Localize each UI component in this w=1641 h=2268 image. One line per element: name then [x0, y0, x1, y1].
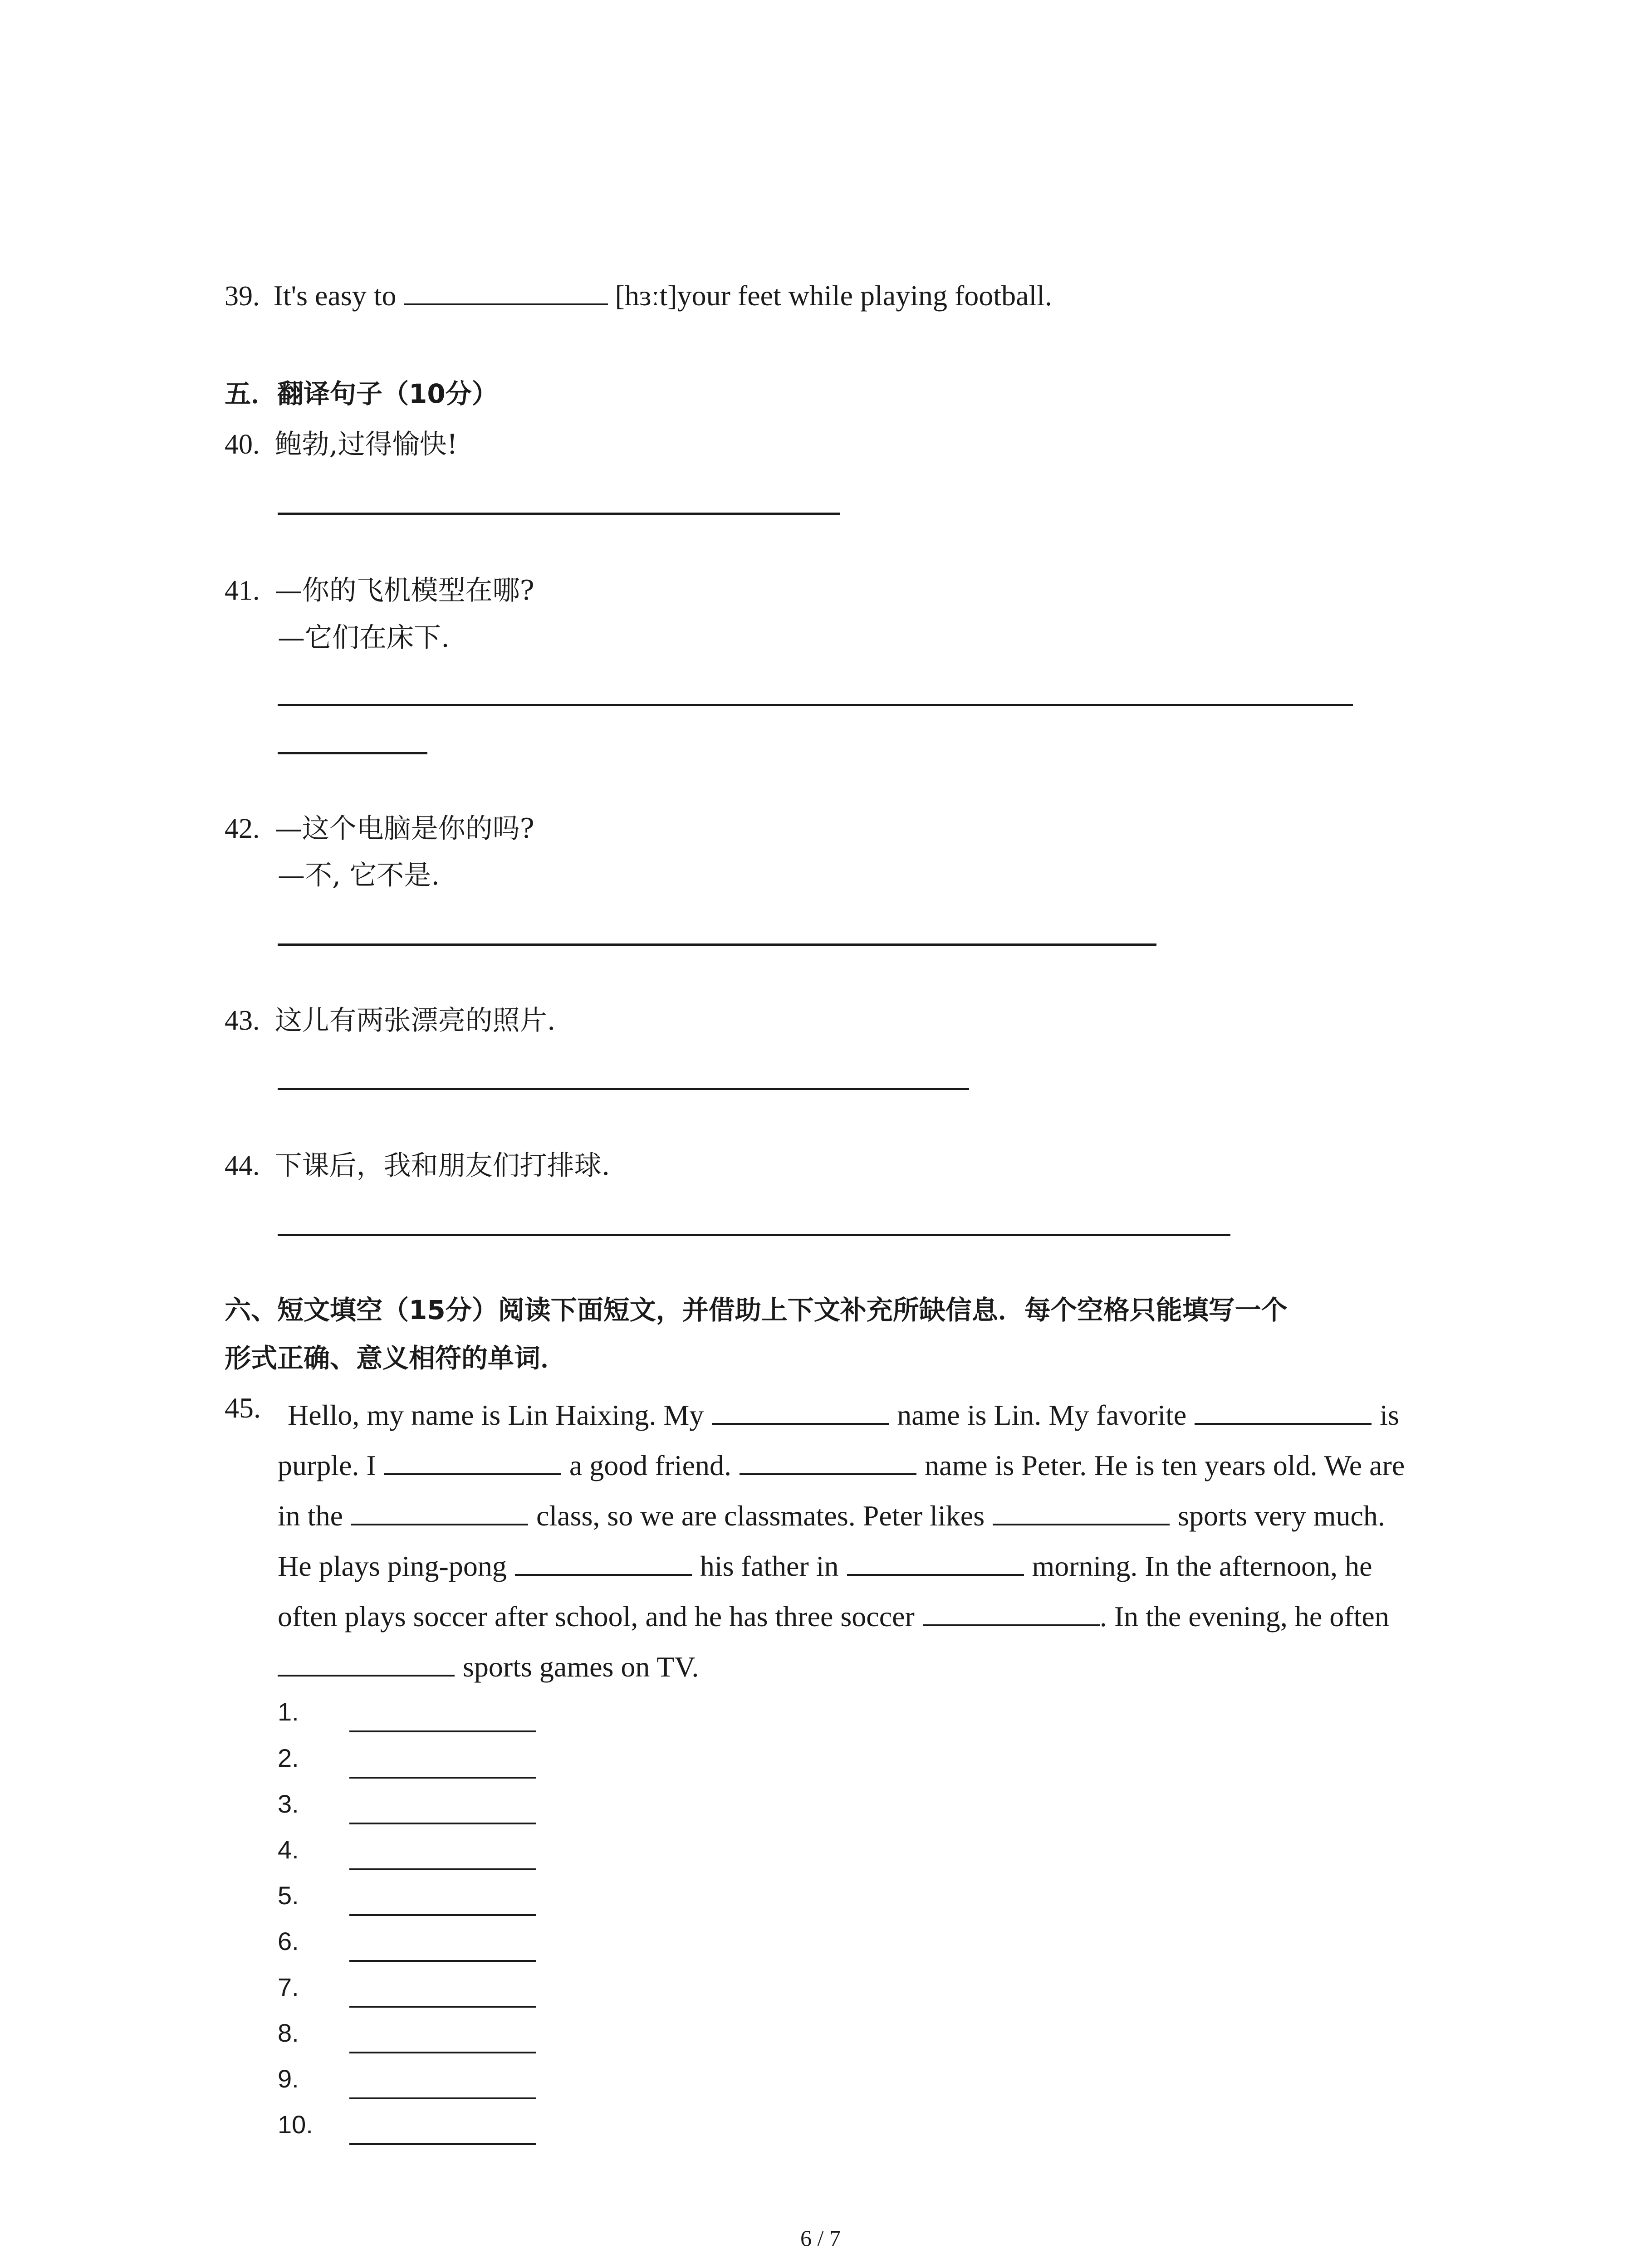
answer-blank[interactable]: [351, 1498, 528, 1525]
answer-blank[interactable]: [740, 1448, 916, 1475]
answer-line[interactable]: [278, 513, 840, 515]
question-42: [225, 811, 534, 847]
answer-number: 8.: [278, 2019, 299, 2047]
answer-line[interactable]: [349, 2097, 536, 2099]
passage-text: name is Peter. He is ten years old. We are: [925, 1449, 1405, 1481]
answer-line[interactable]: [349, 2052, 536, 2053]
question-number: 44.: [225, 1150, 260, 1181]
answer-number: 3.: [278, 1789, 299, 1818]
answer-line[interactable]: [278, 704, 1353, 706]
passage-text: in the: [278, 1500, 343, 1532]
question-39: [225, 278, 1052, 314]
answer-blank[interactable]: [384, 1448, 561, 1475]
section-heading: 五．翻译句子（10分）: [225, 378, 498, 409]
passage-line: [278, 1541, 1466, 1591]
question-number: 42.: [225, 813, 260, 844]
question-text: —这个电脑是你的吗?: [274, 813, 534, 845]
passage-text: often plays soccer after school, and he has three soccer: [278, 1600, 915, 1633]
answer-number: 4.: [278, 1835, 299, 1864]
passage-text: is: [1380, 1399, 1399, 1431]
answer-blank[interactable]: [993, 1498, 1170, 1525]
question-text: 下课后，我和朋友们打排球.: [274, 1150, 610, 1182]
answer-blank[interactable]: [712, 1398, 889, 1425]
answer-line[interactable]: [349, 1960, 536, 1962]
question-text: —你的飞机模型在哪?: [274, 575, 534, 606]
answer-blank[interactable]: [847, 1549, 1024, 1576]
passage-line: [278, 1491, 1466, 1541]
question-43: [225, 1002, 556, 1039]
answer-number: 1.: [278, 1697, 299, 1726]
passage-text: morning. In the afternoon, he: [1032, 1550, 1372, 1582]
passage-text: Hello, my name is Lin Haixing. My: [288, 1399, 704, 1431]
passage-text: sports games on TV.: [463, 1651, 699, 1683]
answer-line[interactable]: [278, 1234, 1230, 1236]
question-text: 这儿有两张漂亮的照片.: [274, 1005, 556, 1036]
answer-number: 9.: [278, 2064, 299, 2093]
question-number: 43.: [225, 1005, 260, 1036]
answer-blank[interactable]: [404, 278, 608, 305]
answer-line[interactable]: [278, 943, 1156, 946]
passage-text: sports very much.: [1178, 1500, 1385, 1532]
answer-blank[interactable]: [515, 1549, 692, 1576]
question-text: [hɜːt]your feet while playing football.: [615, 279, 1053, 312]
answer-line[interactable]: [349, 2006, 536, 2008]
question-40: [225, 426, 458, 463]
question-text: 鲍勃,过得愉快!: [274, 429, 458, 460]
question-number: 45.: [225, 1392, 261, 1424]
answer-blank[interactable]: [1195, 1398, 1372, 1425]
answer-blank[interactable]: [278, 1649, 455, 1677]
passage-line: [278, 1440, 1466, 1491]
answer-number: 10.: [278, 2110, 313, 2139]
question-41: [225, 572, 534, 609]
passage-text: his father in: [700, 1550, 839, 1582]
answer-line[interactable]: [349, 1730, 536, 1732]
answer-line[interactable]: [349, 1914, 536, 1916]
question-number: 40.: [225, 429, 260, 460]
passage-text: a good friend.: [569, 1449, 732, 1481]
answer-line[interactable]: [349, 1868, 536, 1870]
passage-line: [278, 1642, 1466, 1692]
passage-text: purple. I: [278, 1449, 376, 1481]
passage-line: [278, 1591, 1466, 1642]
answer-blank[interactable]: [923, 1599, 1100, 1626]
answer-line[interactable]: [278, 1088, 969, 1090]
question-44: [225, 1148, 610, 1184]
answer-line[interactable]: [349, 2143, 536, 2145]
section-heading: 形式正确、意义相符的单词．: [225, 1343, 567, 1374]
question-text: —不, 它不是.: [278, 860, 440, 891]
question-number: 39.: [225, 281, 260, 312]
passage-text: class, so we are classmates. Peter likes: [536, 1500, 985, 1532]
question-number: 41.: [225, 575, 260, 606]
answer-number: 6.: [278, 1927, 299, 1955]
question-text: —它们在床下.: [278, 622, 450, 654]
answer-number: 7.: [278, 1973, 299, 2001]
passage-line: [288, 1390, 1466, 1440]
answer-line[interactable]: [349, 1777, 536, 1779]
passage-text: name is Lin. My favorite: [897, 1399, 1187, 1431]
passage-text: He plays ping-pong: [278, 1550, 507, 1582]
answer-line[interactable]: [278, 752, 427, 754]
question-text: It's easy to: [273, 279, 397, 312]
section-heading: 六、短文填空（15分）阅读下面短文，并借助上下文补充所缺信息．每个空格只能填写一个: [225, 1295, 1288, 1325]
question-45-passage: [278, 1390, 1466, 1692]
page-number: 6 / 7: [800, 2225, 841, 2251]
answer-line[interactable]: [349, 1823, 536, 1824]
answer-number: 2.: [278, 1744, 299, 1772]
passage-text: . In the evening, he often: [1099, 1600, 1389, 1633]
answer-number: 5.: [278, 1881, 299, 1910]
